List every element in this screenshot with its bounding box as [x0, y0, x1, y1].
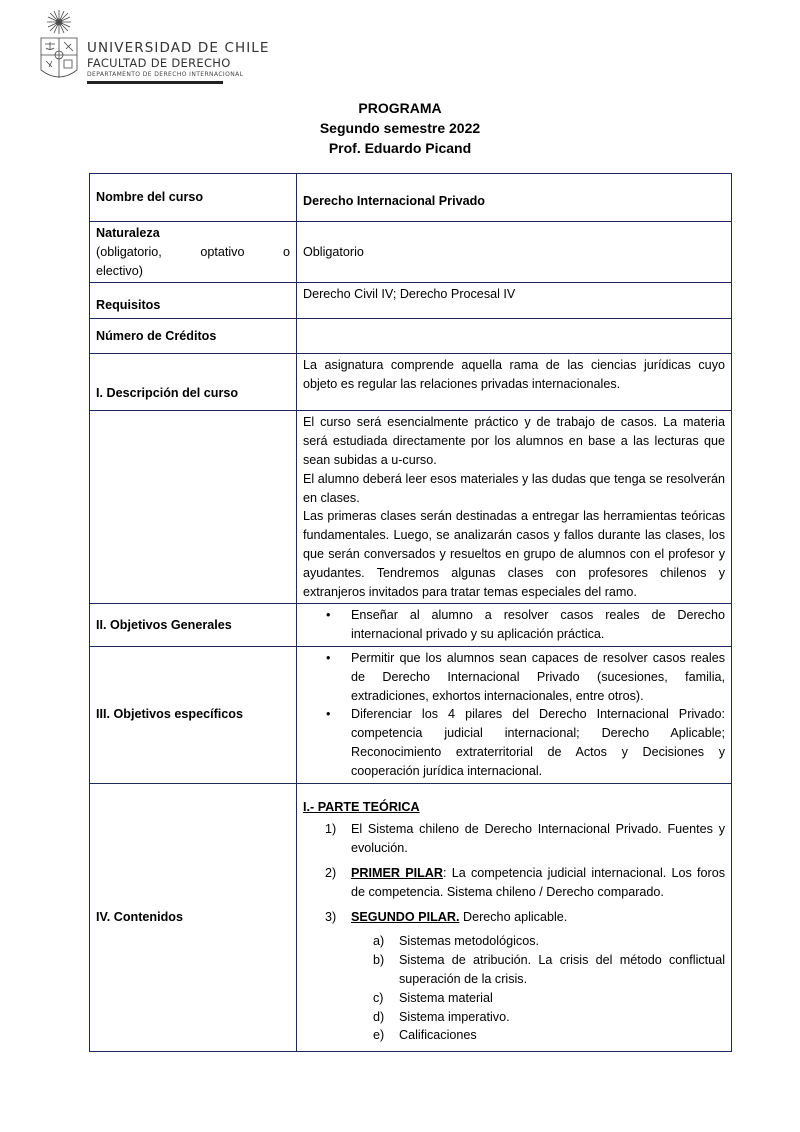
- course-name-value: Derecho Internacional Privado: [297, 174, 732, 222]
- sublist-item: [373, 951, 725, 989]
- item-text: El Sistema chileno de Derecho Internacional Privado. Fuentes y evolución.: [351, 822, 725, 856]
- row-contents: [90, 783, 732, 1052]
- sublist-item: [373, 989, 725, 1008]
- list-item: [325, 820, 725, 858]
- nature-value: Obligatorio: [297, 222, 732, 283]
- subitem-text: Sistema de atribución. La crisis del método conflictual superación de la crisis.: [399, 953, 725, 986]
- item-text: : La competencia judicial internacional. Los foros de competencia. Sistema chileno / Derecho comparado.: [351, 865, 725, 899]
- list-item: • Diferenciar los 4 pilares del Derecho Internacional Privado: competencia judicial internacional; Derecho Aplicable; Reconocimiento extraterritorial de Actos y Decisiones y cooperación jurídica internacional.: [351, 705, 725, 780]
- nature-sublabel-2: electivo): [96, 263, 143, 278]
- subitem-text: Sistema material: [399, 990, 493, 1005]
- nature-label-cell: [90, 222, 297, 283]
- contents-list: [303, 820, 725, 1045]
- row-nature: [90, 222, 732, 283]
- item-text: Derecho aplicable.: [459, 909, 568, 924]
- general-objectives-label: II. Objetivos Generales: [90, 604, 297, 647]
- contents-cell: [297, 783, 732, 1052]
- general-objectives-list: [303, 606, 725, 644]
- section-title: I.- PARTE TEÓRICA: [303, 799, 420, 814]
- sublist-item: [373, 932, 725, 951]
- subitem-marker: b): [373, 953, 385, 968]
- subitem-marker: a): [373, 934, 385, 949]
- list-item: [325, 864, 725, 902]
- subitem-marker: c): [373, 990, 384, 1005]
- methodology-paragraph: El alumno deberá leer esos materiales y las dudas que tenga se resolverán en clases.: [303, 471, 725, 505]
- requirements-value: Derecho Civil IV; Derecho Procesal IV: [297, 283, 732, 319]
- description-value: La asignatura comprende aquella rama de las ciencias jurídicas cuyo objeto es regular las relaciones privadas internacionales.: [297, 354, 732, 411]
- credits-value: [297, 319, 732, 354]
- nature-label: Naturaleza: [96, 226, 160, 240]
- specific-objectives-cell: [297, 646, 732, 783]
- subitem-text: Calificaciones: [399, 1028, 477, 1043]
- row-course-name: [90, 174, 732, 222]
- subitem-text: Sistemas metodológicos.: [399, 934, 539, 949]
- subitem-marker: e): [373, 1028, 385, 1043]
- row-requirements: [90, 283, 732, 319]
- nature-sublabel-1: (obligatorio, optativo o: [96, 244, 290, 259]
- contents-label: IV. Contenidos: [90, 783, 297, 1052]
- list-item: • Permitir que los alumnos sean capaces de resolver casos reales de Derecho Internacional Privado (sucesiones, familia, extradiciones, exhortos internacionales, entre otros).: [351, 649, 725, 705]
- logo-underline: [87, 81, 223, 84]
- requirements-label: Requisitos: [90, 283, 297, 319]
- document-heading: [0, 98, 800, 158]
- row-credits: [90, 319, 732, 354]
- course-name-label: Nombre del curso: [90, 174, 297, 222]
- item-lead: SEGUNDO PILAR.: [351, 909, 460, 924]
- methodology-cell: [297, 411, 732, 604]
- sublist-item: [373, 1026, 725, 1045]
- list-item: • Enseñar al alumno a resolver casos reales de Derecho internacional privado y su aplicación práctica.: [351, 606, 725, 644]
- university-logo: [37, 8, 297, 88]
- description-label: I. Descripción del curso: [90, 354, 297, 411]
- row-methodology: [90, 411, 732, 604]
- item-marker: 2): [325, 865, 337, 880]
- general-objectives-cell: [297, 604, 732, 647]
- semester-title: Segundo semestre 2022: [319, 120, 481, 136]
- methodology-paragraph: Las primeras clases serán destinadas a entregar las herramientas teóricas fundamentales. Luego, se analizarán casos y fallos durante las clases, los que serán conversados y resueltos en grupo de alumnos con el profesor y ayudantes. Tendremos algunas clases con profesores chilenos y extranjeros invitados para tratar temas especiales del ramo.: [303, 509, 725, 599]
- professor-title: Prof. Eduardo Picand: [328, 140, 472, 156]
- item-lead: PRIMER PILAR: [351, 865, 443, 880]
- credits-label: Número de Créditos: [90, 319, 297, 354]
- specific-objectives-list: [303, 649, 725, 781]
- subitem-text: Sistema imperativo.: [399, 1009, 510, 1024]
- department-name: DEPARTAMENTO DE DERECHO INTERNACIONAL: [87, 71, 244, 78]
- contents-sublist: [351, 932, 725, 1045]
- methodology-paragraph: El curso será esencialmente práctico y de trabajo de casos. La materia será estudiada directamente por los alumnos en base a las lecturas que sean subidas a u-curso.: [303, 415, 725, 467]
- specific-objectives-label: III. Objetivos específicos: [90, 646, 297, 783]
- row-description: [90, 354, 732, 411]
- program-title: PROGRAMA: [358, 100, 442, 116]
- row-general-objectives: [90, 604, 732, 647]
- faculty-name: FACULTAD DE DERECHO: [87, 56, 231, 70]
- program-table: [89, 173, 732, 1052]
- list-item: [325, 908, 725, 1046]
- university-name: UNIVERSIDAD DE CHILE: [87, 40, 270, 56]
- row-specific-objectives: [90, 646, 732, 783]
- university-crest-icon: [37, 8, 81, 86]
- methodology-label: [90, 411, 297, 604]
- item-marker: 3): [325, 909, 337, 924]
- sublist-item: [373, 1008, 725, 1027]
- item-marker: 1): [325, 822, 337, 837]
- subitem-marker: d): [373, 1009, 385, 1024]
